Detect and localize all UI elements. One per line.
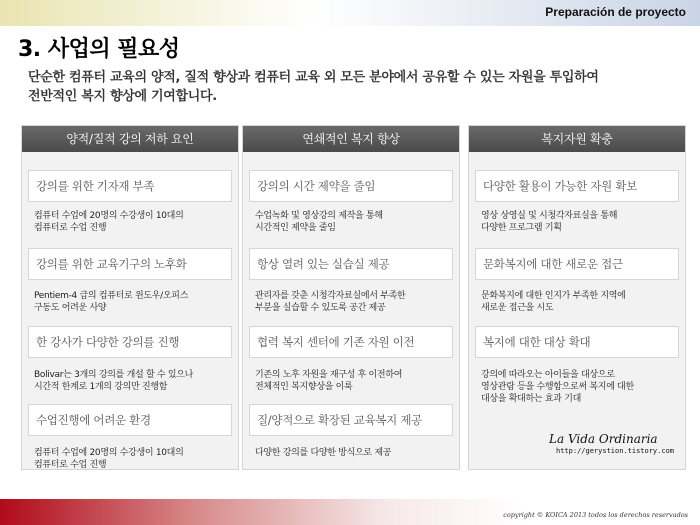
signature-name: La Vida Ordinaria	[549, 432, 658, 446]
item-desc-line: 관리자를 갖춘 시청각자료실에서 부족한	[255, 291, 406, 301]
item-desc-line: 기존의 노후 자원을 재구성 후 이전하여	[255, 370, 403, 380]
item-desc-line: 수업녹화 및 영상강의 제작을 통해	[255, 211, 383, 221]
item-desc-line: 강의에 따라오는 아이들을 대상으로	[481, 370, 615, 380]
column-header: 복지자원 확충	[469, 126, 685, 152]
item-title: 강의를 위한 교육기구의 노후화	[28, 248, 232, 280]
item-desc-line: 다양한 강의를 다양한 방식으로 제공	[255, 448, 392, 458]
item-desc-line: 전체적인 복지향상을 이룩	[255, 382, 353, 392]
item-title: 다양한 활용이 가능한 자원 확보	[475, 170, 679, 202]
item-desc	[34, 369, 234, 393]
item-desc	[34, 447, 234, 471]
item-desc-line: Bolivar는 3개의 강의를 개설 할 수 있으나	[34, 370, 194, 380]
copyright-text: copyright © KOICA 2013 todos los derechos reservados	[503, 511, 688, 519]
item-desc	[255, 210, 455, 234]
column-welfare-chain	[242, 125, 460, 470]
item-title: 복지에 대한 대상 확대	[475, 326, 679, 358]
item-title: 협력 복지 센터에 기존 자원 이전	[249, 326, 453, 358]
intro-line-1: 단순한 컴퓨터 교육의 양적, 질적 향상과 컴퓨터 교육 외 모든 분야에서 공유할 수 있는 자원을 투입하여	[28, 70, 599, 85]
item-title: 강의를 위한 기자재 부족	[28, 170, 232, 202]
item-desc-line: 문화복지에 대한 인지가 부족한 지역에	[481, 291, 626, 301]
section-label: Preparación de proyecto	[545, 5, 686, 19]
column-header: 양적/질적 강의 저하 요인	[22, 126, 238, 152]
intro-line-2: 전반적인 복지 향상에 기여합니다.	[28, 89, 217, 104]
item-title: 한 강사가 다양한 강의를 진행	[28, 326, 232, 358]
item-desc-line: 시간적 한계로 1개의 강의만 진행함	[34, 382, 168, 392]
item-title: 항상 열려 있는 실습실 제공	[249, 248, 453, 280]
item-desc-line: 컴퓨터로 수업 진행	[34, 223, 107, 233]
item-desc-line: 시간적인 제약을 줄임	[255, 223, 336, 233]
item-desc-line: 대상을 확대하는 효과 기대	[481, 394, 582, 404]
item-desc	[34, 290, 234, 314]
column-header: 연쇄적인 복지 향상	[243, 126, 459, 152]
item-desc-line: 컴퓨터 수업에 20명의 수강생이 10대의	[34, 448, 184, 458]
item-title: 문화복지에 대한 새로운 접근	[475, 248, 679, 280]
signature-url: http://gerystion.tistory.com	[556, 447, 675, 455]
item-desc	[481, 369, 681, 405]
item-desc	[255, 447, 455, 459]
top-banner	[0, 0, 700, 26]
item-desc-line: 영상관람 등을 수행함으로써 복지에 대한	[481, 382, 634, 392]
item-title: 수업진행에 어려운 환경	[28, 404, 232, 436]
item-desc-line: Pentiem-4 급의 컴퓨터로 윈도우/오피스	[34, 291, 189, 301]
item-title: 질/양적으로 확장된 교육복지 제공	[249, 404, 453, 436]
item-desc-line: 다양한 프로그램 기획	[481, 223, 562, 233]
item-desc-line: 컴퓨터 수업에 20명의 수강생이 10대의	[34, 211, 184, 221]
item-desc	[34, 210, 234, 234]
item-desc	[481, 210, 681, 234]
intro-text	[28, 68, 678, 106]
item-desc-line: 새로운 접근을 시도	[481, 303, 554, 313]
page-title: 3. 사업의 필요성	[18, 37, 180, 62]
item-desc	[255, 369, 455, 393]
item-desc-line: 컴퓨터로 수업 진행	[34, 460, 107, 470]
item-desc-line: 구동도 어려운 사양	[34, 303, 107, 313]
item-title: 강의의 시간 제약을 줄임	[249, 170, 453, 202]
column-welfare-resources	[468, 125, 686, 470]
item-desc-line: 부분을 실습할 수 있도록 공간 제공	[255, 303, 386, 313]
column-quality-decline	[21, 125, 239, 470]
item-desc-line: 영상 상영실 및 시청각자료실을 통해	[481, 211, 618, 221]
item-desc	[481, 290, 681, 314]
item-desc	[255, 290, 455, 314]
